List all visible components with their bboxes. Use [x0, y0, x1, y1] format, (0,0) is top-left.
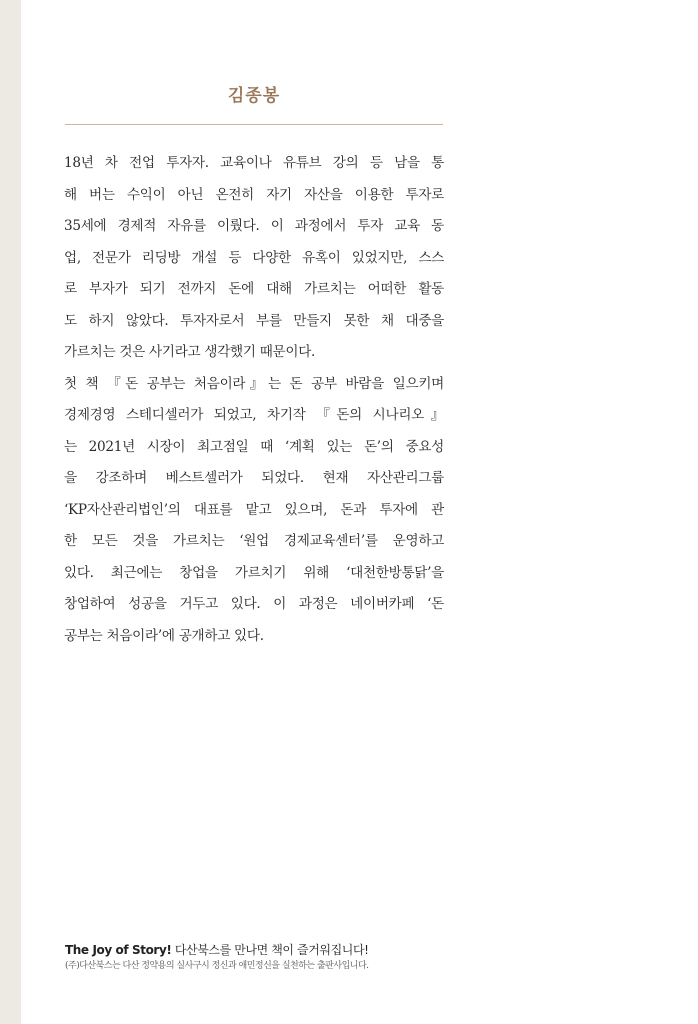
bio-line: 도 하지 않았다. 투자자로서 부를 만들지 못한 채 대중을: [64, 312, 444, 329]
bio-line: ‘KP자산관리법인’의 대표를 맡고 있으며, 돈과 투자에 관: [64, 501, 444, 518]
bio-line: 35세에 경제적 자유를 이뤘다. 이 과정에서 투자 교육 동: [64, 218, 444, 234]
publisher-footer: [65, 941, 565, 973]
bio-line: 첫 책 『돈 공부는 처음이라』는 돈 공부 바람을 일으키며: [64, 375, 444, 392]
author-name: 김종봉: [227, 86, 281, 106]
bio-line: 경제경영 스테디셀러가 되었고, 차기작 『돈의 시나리오』: [64, 407, 444, 423]
bio-line: 는 2021년 시장이 최고점일 때 ‘계획 있는 돈’의 중요성: [64, 438, 444, 455]
publisher-tagline: [65, 941, 565, 959]
bio-line: 18년 차 전업 투자자. 교육이나 유튜브 강의 등 남을 통: [64, 155, 444, 171]
publisher-description: (주)다산북스는 다산 정약용의 실사구시 정신과 애민정신을 실천하는 출판사입니다.: [65, 961, 369, 971]
title-divider: [65, 124, 443, 125]
bio-line: 공부는 처음이라’에 공개하고 있다.: [64, 627, 264, 644]
bio-line: 가르치는 것은 사기라고 생각했기 때문이다.: [64, 344, 316, 360]
publisher-slogan-ko: 다산북스를 만나면 책이 즐거워집니다!: [171, 943, 369, 957]
bio-line: 업, 전문가 리딩방 개설 등 다양한 유혹이 있었지만, 스스: [64, 249, 444, 266]
author-bio: [64, 148, 444, 652]
bio-line: 을 강조하며 베스트셀러가 되었다. 현재 자산관리그룹: [64, 470, 444, 486]
bio-line: 있다. 최근에는 창업을 가르치기 위해 ‘대천한방통닭’을: [64, 564, 444, 581]
book-spine-edge: [0, 0, 21, 1024]
bio-line: 창업하여 성공을 거두고 있다. 이 과정은 네이버카페 ‘돈: [64, 596, 444, 612]
bio-line: 한 모든 것을 가르치는 ‘원업 경제교육센터’를 운영하고: [64, 533, 444, 549]
bio-line: 로 부자가 되기 전까지 돈에 대해 가르치는 어떠한 활동: [64, 281, 444, 297]
bio-line: 해 버는 수익이 아닌 온전히 자기 자산을 이용한 투자로: [64, 186, 444, 203]
publisher-slogan-en: The Joy of Story!: [65, 943, 172, 957]
